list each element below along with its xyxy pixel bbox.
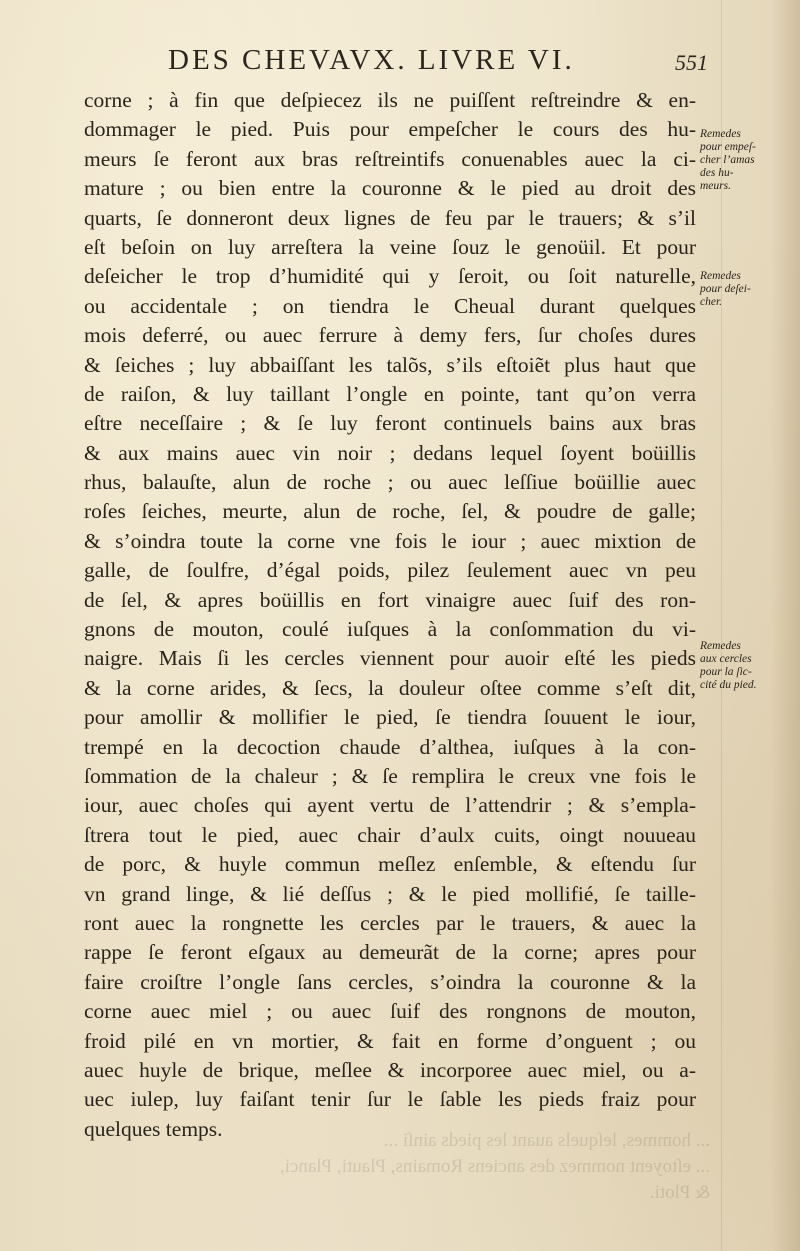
text-line: roſes ſeiches, meurte, alun de roche, ſel, & poudre de galle; xyxy=(84,499,696,524)
bleed-through-line: & Ploti. xyxy=(649,1182,710,1203)
marginal-note-line: Remedes xyxy=(700,270,741,282)
text-line: de ſel, & apres boüillis en fort vinaigre auec ſuif des ron- xyxy=(84,587,696,612)
marginal-note-deseicher xyxy=(700,270,794,309)
text-line: corne auec miel ; ou auec ſuif des rongnons de mouton, xyxy=(84,999,696,1024)
marginal-note-humeurs xyxy=(700,128,794,193)
bleed-through-line: ... hommes, leſquels auant les pieds ainſi ... xyxy=(383,1130,710,1151)
marginal-note-line: cher. xyxy=(700,296,723,308)
text-line: & aux mains auec vin noir ; dedans lequel ſoyent boüillis xyxy=(84,440,696,465)
text-line: eſt beſoin on luy arreſtera la veine ſouz le genoüil. Et pour xyxy=(84,234,696,259)
text-line: quelques temps. xyxy=(84,1116,223,1141)
marginal-note-line: pour la ſic- xyxy=(700,666,752,678)
text-line: trempé en la decoction chaude d’althea, iuſques à la con- xyxy=(84,734,696,759)
text-line: galle, de ſoulfre, d’égal poids, pilez ſeulement auec vn peu xyxy=(84,558,696,583)
page-number: 551 xyxy=(675,50,708,75)
text-line: ſtrera tout le pied, auec chair d’aulx cuits, oingt nouueau xyxy=(84,822,696,847)
text-line: & s’oindra toute la corne vne fois le iour ; auec mixtion de xyxy=(84,528,696,553)
text-line: naigre. Mais ſi les cercles viennent pour auoir eſté les pieds xyxy=(84,646,696,671)
text-line: mois deferré, ou auec ferrure à demy fers, ſur choſes dures xyxy=(84,323,696,348)
text-line: iour, auec choſes qui ayent vertu de l’attendrir ; & s’empla- xyxy=(84,793,696,818)
body-text xyxy=(84,86,696,1144)
text-line: auec huyle de brique, meſlee & incorporee auec miel, ou a- xyxy=(84,1057,696,1082)
text-line: ou accidentale ; on tiendra le Cheual durant quelques xyxy=(84,293,696,318)
text-line: vn grand linge, & lié deſſus ; & le pied mollifié, ſe taille- xyxy=(84,881,696,906)
text-line: meurs ſe feront aux bras reſtreintifs conuenables auec la ci- xyxy=(84,146,696,171)
marginal-note-line: cité du pied. xyxy=(700,679,757,691)
text-line: corne ; à fin que deſpiecez ils ne puiſſent reſtreindre & en- xyxy=(84,88,696,112)
text-line: & la corne arides, & ſecs, la douleur oſtee comme s’eſt dit, xyxy=(84,675,696,700)
marginal-note-line: pour empeſ- xyxy=(700,141,756,153)
marginal-note-cercles xyxy=(700,640,794,692)
marginal-note-line: Remedes xyxy=(700,640,741,652)
text-line: de raiſon, & luy taillant l’ongle en pointe, tant qu’on verra xyxy=(84,381,696,406)
text-line: rhus, balauſte, alun de roche ; ou auec leſſiue boüillie auec xyxy=(84,470,696,495)
marginal-note-line: aux cercles xyxy=(700,653,752,665)
text-line: de porc, & huyle commun meſlez enſemble, & eſtendu ſur xyxy=(84,852,696,877)
marginal-note-line: cher l’amas xyxy=(700,154,755,166)
text-line: eſtre neceſſaire ; & ſe luy feront continuels bains aux bras xyxy=(84,411,696,436)
text-line: dommager le pied. Puis pour empeſcher le cours des hu- xyxy=(84,117,696,142)
marginal-note-line: pour deſei- xyxy=(700,283,751,295)
marginal-note-line: meurs. xyxy=(700,180,731,192)
text-line: ront auec la rongnette les cercles par le trauers, & auec la xyxy=(84,910,696,935)
marginal-note-line: Remedes xyxy=(700,128,741,140)
page-header xyxy=(168,44,708,84)
text-line: froid pilé en vn mortier, & fait en forme d’onguent ; ou xyxy=(84,1028,696,1053)
text-line: mature ; ou bien entre la couronne & le pied au droit des xyxy=(84,176,696,201)
bleed-through-line: ... eſtoyent nommez des anciens Romains, Plauti, Planci, xyxy=(279,1156,710,1177)
text-line: pour amollir & mollifier le pied, ſe tiendra ſouuent le iour, xyxy=(84,705,696,730)
text-line: quarts, ſe donneront deux lignes de feu par le trauers; & s’il xyxy=(84,205,696,230)
text-line: deſeicher le trop d’humidité qui y ſeroit, ou ſoit naturelle, xyxy=(84,264,696,289)
text-line: faire croiſtre l’ongle ſans cercles, s’oindra la couronne & la xyxy=(84,969,696,994)
bleed-through-text xyxy=(110,1128,710,1208)
text-line: uec iulep, luy faiſant tenir ſur le ſable les pieds fraiz pour xyxy=(84,1087,696,1112)
running-head: DES CHEVAVX. LIVRE VI. xyxy=(168,44,575,76)
text-line: gnons de mouton, coulé iuſques à la conſommation du vi- xyxy=(84,617,696,642)
text-line: & ſeiches ; luy abbaiſſant les talõs, s’ils eſtoiẽt plus haut que xyxy=(84,352,696,377)
text-line: ſommation de la chaleur ; & ſe remplira le creux vne fois le xyxy=(84,763,696,788)
marginal-note-line: des hu- xyxy=(700,167,734,179)
text-line: rappe ſe feront eſgaux au demeurãt de la corne; apres pour xyxy=(84,940,696,965)
